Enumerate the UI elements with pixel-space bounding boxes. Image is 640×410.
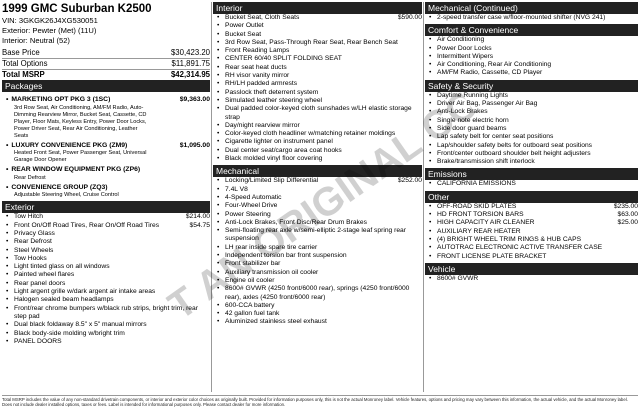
section-header-mechanical: Mechanical bbox=[213, 165, 422, 177]
list-item bbox=[425, 61, 638, 69]
section-header-interior: Interior bbox=[213, 2, 422, 14]
list-item bbox=[425, 236, 638, 244]
item-text: • Steel Wheels bbox=[14, 246, 54, 254]
interior-color: Interior: Neutral (52) bbox=[2, 36, 70, 45]
list-item bbox=[425, 244, 638, 252]
list-item bbox=[425, 125, 638, 133]
item-text: • LH rear inside spare tire carrier bbox=[225, 243, 318, 251]
list-item bbox=[2, 222, 210, 230]
item-text: • HD FRONT TORSION BARS bbox=[437, 211, 524, 219]
list-item bbox=[425, 45, 638, 53]
item-text: • Color-keyed cloth headliner w/matching retainer moldings bbox=[225, 130, 396, 138]
list-item bbox=[213, 72, 422, 80]
list-item bbox=[213, 277, 422, 285]
item-text: • 8600# GVWR bbox=[437, 274, 479, 282]
mechanical-continued-list bbox=[425, 14, 638, 22]
list-item bbox=[213, 155, 422, 163]
list-item bbox=[213, 47, 422, 55]
item-text: • Light argent grille w/dark argent air intake areas bbox=[14, 288, 156, 296]
list-item bbox=[2, 338, 210, 346]
item-text: • Front/rear chrome bumpers w/black rub strips, bright trim, rear step pad bbox=[14, 304, 198, 320]
item-text: • Front Reading Lamps bbox=[225, 47, 290, 55]
package-name: • CONVENIENCE GROUP (ZQ3) bbox=[6, 184, 108, 193]
section-header-emissions: Emissions bbox=[425, 168, 638, 180]
item-text: • Front/center outboard shoulder belt height adjusters bbox=[437, 149, 591, 157]
column-divider bbox=[211, 2, 212, 392]
list-item bbox=[425, 133, 638, 141]
item-text: • Rear panel doors bbox=[14, 279, 66, 287]
interior-list bbox=[213, 14, 422, 163]
package-name: • REAR WINDOW EQUIPMENT PKG (ZP6) bbox=[6, 166, 140, 175]
vin: VIN: 3GKGK26J4XG530051 bbox=[2, 16, 98, 25]
list-item bbox=[425, 228, 638, 236]
price-label: Base Price bbox=[2, 48, 40, 57]
section-header-vehicle: Vehicle bbox=[425, 263, 638, 275]
list-item bbox=[425, 150, 638, 158]
item-text: • Semi-floating rear axle w/semi-elliptic 2-stage leaf spring rear suspension bbox=[225, 227, 407, 243]
list-item bbox=[425, 117, 638, 125]
item-text: • Tow Hooks bbox=[14, 254, 47, 262]
list-item bbox=[213, 211, 422, 219]
item-text: • Privacy Glass bbox=[14, 229, 55, 237]
list-item bbox=[425, 211, 638, 219]
list-item bbox=[213, 177, 422, 185]
list-item bbox=[425, 100, 638, 108]
item-price: $214.00 bbox=[185, 213, 210, 221]
list-item bbox=[213, 138, 422, 146]
item-text: • 42 gallon fuel tank bbox=[225, 310, 280, 318]
list-item bbox=[2, 238, 210, 246]
vehicle-title: 1999 GMC Suburban K2500 bbox=[2, 3, 152, 15]
item-text: • Side door guard beams bbox=[437, 124, 507, 132]
item-text: • Passlock theft deterrent system bbox=[225, 88, 319, 96]
list-item bbox=[213, 318, 422, 326]
item-text: • AUXILIARY REAR HEATER bbox=[437, 227, 521, 235]
list-item bbox=[213, 244, 422, 252]
item-text: • OFF-ROAD SKID PLATES bbox=[437, 202, 517, 210]
list-item bbox=[425, 180, 638, 188]
watermark-text: NOT AN ORIGINAL COPY bbox=[141, 56, 499, 354]
item-text: • Brake/transmission shift interlock bbox=[437, 158, 535, 166]
item-text: • (4) BRIGHT WHEEL TRIM RINGS & HUB CAPS bbox=[437, 235, 582, 243]
list-item bbox=[425, 92, 638, 100]
column-middle bbox=[213, 2, 422, 327]
item-text: • Bucket Seat bbox=[225, 30, 262, 38]
package-price: $1,095.00 bbox=[179, 141, 210, 149]
item-text: • Dual black foldaway 8.5" x 5" manual mirrors bbox=[14, 321, 147, 329]
list-item bbox=[213, 22, 422, 30]
package-price: $9,363.00 bbox=[179, 96, 210, 103]
item-text: • Driver Air Bag, Passenger Air Bag bbox=[437, 100, 538, 108]
exterior-list bbox=[2, 213, 210, 346]
list-item bbox=[213, 186, 422, 194]
emissions-list bbox=[425, 180, 638, 188]
list-item bbox=[425, 108, 638, 116]
item-text: • AM/FM Radio, Cassette, CD Player bbox=[437, 69, 543, 77]
list-item bbox=[2, 263, 210, 271]
item-text: • Air Conditioning, Rear Air Conditioning bbox=[437, 61, 552, 69]
item-price: $590.00 bbox=[397, 14, 422, 21]
item-text: • Intermittent Wipers bbox=[437, 52, 494, 60]
item-text: • Dual center seat/cargo area coat hooks bbox=[225, 146, 342, 154]
section-header-exterior: Exterior bbox=[2, 201, 210, 213]
item-text: • Cigarette lighter on instrument panel bbox=[225, 138, 333, 146]
item-text: • Front On/Off Road Tires, Rear On/Off Road Tires bbox=[14, 221, 160, 229]
list-item bbox=[213, 14, 422, 22]
item-text: • Simulated leather steering wheel bbox=[225, 96, 323, 104]
vehicle-list bbox=[425, 275, 638, 283]
section-header-other: Other bbox=[425, 191, 638, 203]
package-row bbox=[6, 142, 210, 151]
item-text: • 600-CCA battery bbox=[225, 301, 275, 309]
list-item bbox=[213, 97, 422, 105]
price-label: Total Options bbox=[2, 59, 48, 68]
list-item bbox=[2, 321, 210, 329]
item-price: $63.00 bbox=[617, 211, 638, 219]
item-text: • 7.4L V8 bbox=[225, 185, 248, 193]
item-text: • Bucket Seat, Cloth Seats bbox=[225, 14, 300, 21]
item-text: • Day/night rearview mirror bbox=[225, 121, 300, 129]
item-text: • 4-Speed Automatic bbox=[225, 193, 282, 201]
list-item bbox=[213, 285, 422, 302]
item-text: • Anti-Lock Brakes, Front Disc/Rear Drum Brakes bbox=[225, 218, 367, 226]
section-header-mechanical-continued: Mechanical (Continued) bbox=[425, 2, 638, 14]
item-text: • CENTER 60/40 SPLIT FOLDING SEAT bbox=[225, 55, 342, 63]
list-item bbox=[213, 269, 422, 277]
item-text: • Rear Defrost bbox=[14, 238, 52, 246]
list-item bbox=[213, 219, 422, 227]
list-item bbox=[425, 275, 638, 283]
exterior-color: Exterior: Pewter (Met) (11U) bbox=[2, 26, 97, 35]
item-text: • Engine oil cooler bbox=[225, 276, 275, 284]
item-text: • PANEL DOORS bbox=[14, 337, 62, 345]
section-header-comfort: Comfort & Convenience bbox=[425, 24, 638, 36]
comfort-list bbox=[425, 36, 638, 77]
item-text: • Four-Wheel Drive bbox=[225, 202, 278, 210]
list-item bbox=[213, 39, 422, 47]
list-item bbox=[213, 227, 422, 244]
list-item bbox=[2, 271, 210, 279]
package-description: 3rd Row Seat, Air Conditioning, AM/FM Radio, Auto-Dimming Rearview Mirror, Bucket Seat, Cassette, CD Player, Floor Mats, Keyless Entry, Power Door Locks, Power Driver Seat, Rear Air Conditioning, Leather Seats bbox=[14, 104, 147, 139]
list-item bbox=[213, 302, 422, 310]
list-item bbox=[213, 89, 422, 97]
price-label: Total MSRP bbox=[2, 70, 45, 79]
list-item bbox=[2, 305, 210, 322]
item-text: • RH/LH padded armrests bbox=[225, 80, 298, 88]
list-item bbox=[213, 64, 422, 72]
package-row bbox=[6, 184, 210, 193]
column-left bbox=[2, 2, 210, 346]
list-item bbox=[2, 230, 210, 238]
list-item bbox=[425, 253, 638, 261]
list-item bbox=[213, 194, 422, 202]
item-price: $235.00 bbox=[613, 202, 638, 210]
item-text: • Power Steering bbox=[225, 210, 271, 218]
list-item bbox=[425, 203, 638, 211]
list-item bbox=[425, 69, 638, 77]
item-text: • Halogen sealed beam headlamps bbox=[14, 296, 114, 304]
list-item bbox=[213, 260, 422, 268]
list-item bbox=[213, 31, 422, 39]
column-divider bbox=[423, 2, 424, 392]
item-text: • Light tinted glass on all windows bbox=[14, 263, 110, 271]
list-item bbox=[2, 280, 210, 288]
list-item bbox=[2, 255, 210, 263]
item-text: • Rear seat heat ducts bbox=[225, 63, 287, 71]
item-text: • Single note electric horn bbox=[437, 116, 509, 124]
safety-list bbox=[425, 92, 638, 167]
package-row bbox=[6, 166, 210, 175]
item-text: • Power Outlet bbox=[225, 22, 264, 30]
list-item bbox=[213, 122, 422, 130]
item-text: • 8600# GVWR (4250 front/6000 rear), springs (4250 front/6000 rear), axles (4250 front/6000 rear) bbox=[225, 285, 410, 301]
list-item bbox=[213, 202, 422, 210]
item-text: • Lap/shoulder safety belts for outboard seat positions bbox=[437, 141, 593, 149]
list-item bbox=[2, 330, 210, 338]
item-text: • Painted wheel flares bbox=[14, 271, 75, 279]
packages-list bbox=[2, 92, 210, 201]
list-item bbox=[213, 147, 422, 155]
item-text: • RH visor vanity mirror bbox=[225, 72, 290, 80]
item-price: $54.75 bbox=[189, 221, 210, 229]
item-text: • Air Conditioning bbox=[437, 36, 485, 44]
footer-disclaimer: Total MSRP includes the value of any non-standard drivetrain components, or interior and exterior color choices as originally built. Provided for information purposes only, this is not the actual Monroney label. Vehicle features, options and pricing may vary between this information, the actual vehicle, and the actual Monroney label. Does not include dealer installed options, taxes or fees. Label is intended for informational purposes only. Please contact dealer for more information. bbox=[2, 395, 638, 407]
price-value: $42,314.95 bbox=[170, 70, 210, 79]
package-row bbox=[6, 96, 210, 105]
package-description: Heated Front Seat, Power Passenger Seat, Universal Garage Door Opener bbox=[14, 150, 147, 164]
item-price: $25.00 bbox=[617, 219, 638, 227]
list-item bbox=[425, 158, 638, 166]
list-item bbox=[213, 130, 422, 138]
list-item bbox=[213, 252, 422, 260]
list-item bbox=[2, 288, 210, 296]
list-item bbox=[425, 219, 638, 227]
item-text: • Locking/Limited Slip Differential bbox=[225, 177, 319, 185]
item-text: • Black molded vinyl floor covering bbox=[225, 155, 323, 163]
item-text: • HIGH CAPACITY AIR CLEANER bbox=[437, 219, 535, 227]
list-item bbox=[213, 80, 422, 88]
list-item bbox=[2, 247, 210, 255]
item-text: • FRONT LICENSE PLATE BRACKET bbox=[437, 252, 547, 260]
item-text: • Anti-Lock Brakes bbox=[437, 108, 488, 116]
item-text: • Independent torsion bar front suspension bbox=[225, 252, 347, 260]
item-text: • Aluminized stainless steel exhaust bbox=[225, 318, 327, 326]
column-right bbox=[425, 2, 638, 283]
package-description: Adjustable Steering Wheel, Cruise Control bbox=[14, 192, 119, 199]
list-item bbox=[2, 213, 210, 221]
base-price-row bbox=[2, 48, 210, 59]
item-text: • CALIFORNIA EMISSIONS bbox=[437, 180, 516, 188]
total-options-row bbox=[2, 59, 210, 70]
package-name: • LUXURY CONVENIENCE PKG (ZM9) bbox=[6, 142, 127, 151]
item-price: $252.00 bbox=[397, 177, 422, 185]
item-text: • AUTOTRAC ELECTRONIC ACTIVE TRANSFER CASE bbox=[437, 244, 603, 252]
list-item bbox=[213, 55, 422, 63]
list-item bbox=[425, 53, 638, 61]
list-item bbox=[2, 296, 210, 304]
item-text: • Auxiliary transmission oil cooler bbox=[225, 268, 319, 276]
item-text: • Lap safety belt for center seat positions bbox=[437, 133, 554, 141]
list-item bbox=[425, 14, 638, 22]
item-text: • Dual padded color-keyed cloth sunshades w/LH elastic storage strap bbox=[225, 105, 412, 121]
item-text: • Daytime Running Lights bbox=[437, 91, 508, 99]
item-text: • Front stabilizer bar bbox=[225, 260, 281, 268]
section-header-packages: Packages bbox=[2, 80, 210, 92]
list-item bbox=[213, 310, 422, 318]
price-value: $11,891.75 bbox=[171, 59, 210, 68]
package-name: • MARKETING OPT PKG 3 (1SC) bbox=[6, 96, 110, 105]
list-item bbox=[425, 36, 638, 44]
mechanical-list bbox=[213, 177, 422, 326]
package-description: Rear Defrost bbox=[14, 174, 46, 181]
item-text: • Black body-side molding w/bright trim bbox=[14, 329, 125, 337]
total-msrp-row bbox=[2, 70, 210, 80]
list-item bbox=[425, 142, 638, 150]
price-value: $30,423.20 bbox=[170, 48, 210, 57]
item-text: • Power Door Locks bbox=[437, 44, 492, 52]
other-list bbox=[425, 203, 638, 261]
item-text: • 2-speed transfer case w/floor-mounted shifter (NVG 241) bbox=[437, 14, 606, 21]
section-header-safety: Safety & Security bbox=[425, 80, 638, 92]
list-item bbox=[213, 105, 422, 122]
item-text: • 3rd Row Seat, Pass-Through Rear Seat, Rear Bench Seat bbox=[225, 38, 398, 46]
item-text: • Tow Hitch bbox=[14, 213, 43, 221]
